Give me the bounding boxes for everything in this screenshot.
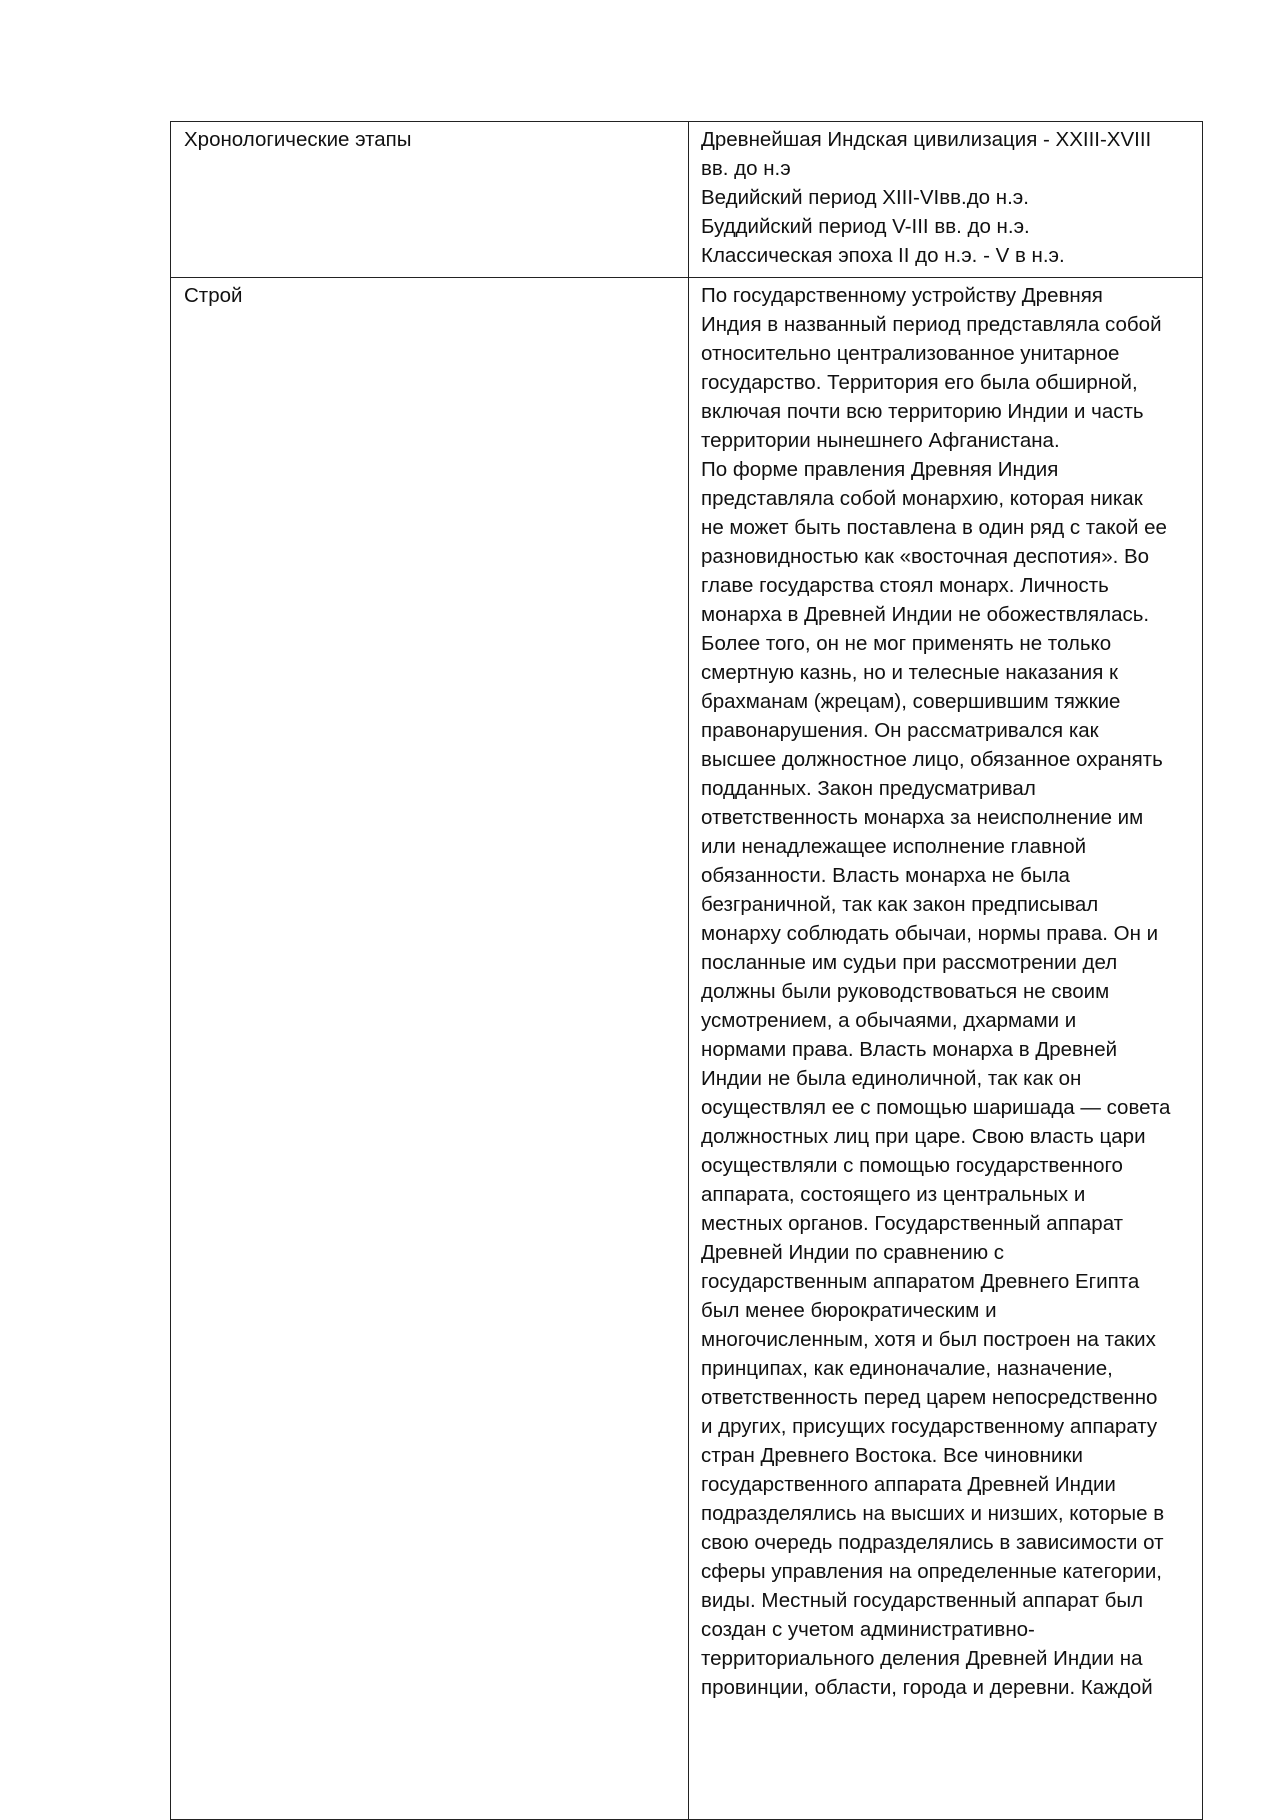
content-line: государственного аппарата Древней Индии (701, 1473, 1116, 1496)
content-line: правонарушения. Он рассматривался как (701, 719, 1099, 742)
content-line: государственным аппаратом Древнего Египта (701, 1270, 1140, 1293)
content-line: подданных. Закон предусматривал (701, 777, 1036, 800)
content-line: многочисленным, хотя и был построен на таких (701, 1328, 1156, 1351)
content-line: принципах, как единоначалие, назначение, (701, 1357, 1113, 1380)
row-label-cell (171, 278, 689, 1820)
content-line: виды. Местный государственный аппарат был (701, 1589, 1144, 1612)
content-line: не может быть поставлена в один ряд с такой ее (701, 516, 1167, 539)
row-content-cell (689, 278, 1203, 1820)
row-label: Строй (184, 284, 243, 307)
content-line: Древней Индии по сравнению с (701, 1241, 1005, 1264)
content-line: должны были руководствоваться не своим (701, 980, 1110, 1003)
content-line: Более того, он не мог применять не только (701, 632, 1112, 655)
row-content-cell (689, 122, 1203, 278)
content-line: По форме правления Древняя Индия (701, 458, 1059, 481)
content-line: Классическая эпоха II до н.э. - V в н.э. (701, 244, 1065, 267)
content-line: посланные им судьи при рассмотрении дел (701, 951, 1118, 974)
content-line: Индия в названный период представляла собой (701, 313, 1162, 336)
content-line: монарха в Древней Индии не обожествлялась. (701, 603, 1150, 626)
content-line: ответственность перед царем непосредственно (701, 1386, 1158, 1409)
content-line: создан с учетом административно- (701, 1618, 1035, 1641)
content-line: высшее должностное лицо, обязанное охранять (701, 748, 1163, 771)
content-line: По государственному устройству Древняя (701, 284, 1103, 307)
content-line: осуществлял ее с помощью шаришада — совета (701, 1096, 1171, 1119)
content-line: обязанности. Власть монарха не была (701, 864, 1070, 887)
content-line: аппарата, состоящего из центральных и (701, 1183, 1086, 1206)
table-row (171, 122, 1203, 278)
row-label-cell (171, 122, 689, 278)
content-line: осуществляли с помощью государственного (701, 1154, 1123, 1177)
content-line: вв. до н.э (701, 157, 791, 180)
content-line: Древнейшая Индская цивилизация - XXIII-XVIII (701, 128, 1152, 151)
content-line: свою очередь подразделялись в зависимости от (701, 1531, 1164, 1554)
content-line: местных органов. Государственный аппарат (701, 1212, 1124, 1235)
content-line: стран Древнего Востока. Все чиновники (701, 1444, 1083, 1467)
content-line: и других, присущих государственному аппарату (701, 1415, 1158, 1438)
content-line: провинции, области, города и деревни. Каждой (701, 1676, 1153, 1699)
history-table (170, 121, 1203, 1820)
content-line: безграничной, так как закон предписывал (701, 893, 1099, 916)
content-line: или ненадлежащее исполнение главной (701, 835, 1087, 858)
content-line: государство. Территория его была обширной, (701, 371, 1138, 394)
content-line: территории нынешнего Афганистана. (701, 429, 1060, 452)
content-line: монарху соблюдать обычаи, нормы права. Он и (701, 922, 1159, 945)
content-line: территориального деления Древней Индии на (701, 1647, 1143, 1670)
content-line: Индии не была единоличной, так как он (701, 1067, 1082, 1090)
content-line: подразделялись на высших и низших, которые в (701, 1502, 1165, 1525)
content-line: главе государства стоял монарх. Личность (701, 574, 1109, 597)
content-line: должностных лиц при царе. Свою власть цари (701, 1125, 1146, 1148)
content-line: был менее бюрократическим и (701, 1299, 997, 1322)
content-line: нормами права. Власть монарха в Древней (701, 1038, 1118, 1061)
content-line: представляла собой монархию, которая никак (701, 487, 1143, 510)
content-line: разновидностью как «восточная деспотия». Во (701, 545, 1150, 568)
content-line: включая почти всю территорию Индии и часть (701, 400, 1144, 423)
content-line: Ведийский период XIII-VIвв.до н.э. (701, 186, 1029, 209)
content-line: Буддийский период V-III вв. до н.э. (701, 215, 1030, 238)
content-line: смертную казнь, но и телесные наказания к (701, 661, 1118, 684)
content-line: брахманам (жрецам), совершившим тяжкие (701, 690, 1121, 713)
row-label: Хронологические этапы (184, 128, 412, 151)
table-row (171, 278, 1203, 1820)
content-line: ответственность монарха за неисполнение им (701, 806, 1144, 829)
content-line: усмотрением, а обычаями, дхармами и (701, 1009, 1077, 1032)
content-line: относительно централизованное унитарное (701, 342, 1120, 365)
content-line: сферы управления на определенные категории, (701, 1560, 1162, 1583)
